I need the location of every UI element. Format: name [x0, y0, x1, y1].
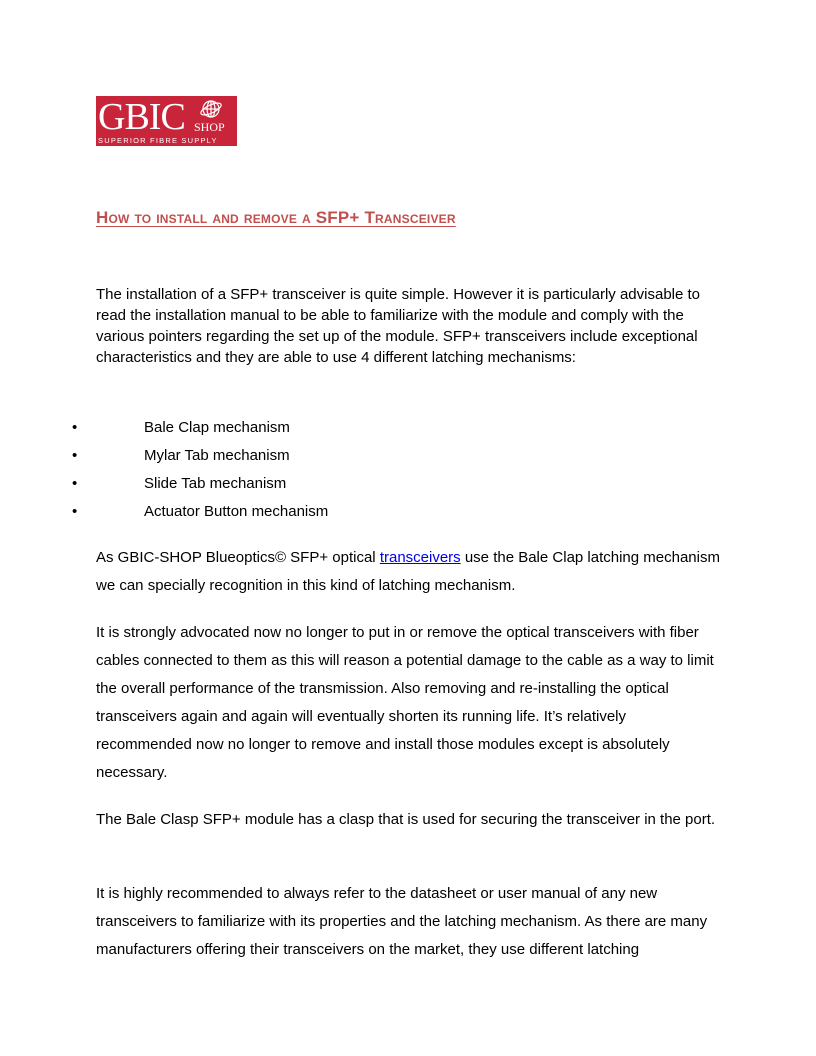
logo-tagline: SUPERIOR FIBRE SUPPLY [98, 136, 218, 145]
paragraph-text: use the Bale Clap latching mechanism we can specially recognition in this kind of latching mechanism. [96, 549, 720, 594]
list-item-text: Actuator Button mechanism [144, 503, 329, 520]
bullet-icon: • [72, 475, 78, 492]
bale-clasp-paragraph: The Bale Clasp SFP+ module has a clasp that is used for securing the transceiver in the port. [96, 811, 716, 828]
gbic-shop-logo [96, 96, 237, 146]
blueoptics-paragraph [96, 544, 726, 600]
page-title: How to install and remove a SFP+ Transceiver [96, 208, 456, 227]
list-item-text: Slide Tab mechanism [144, 475, 287, 492]
advice-paragraph: It is strongly advocated now no longer to put in or remove the optical transceivers with fiber cables connected to them as this will reason a potential damage to the cable as a way to limit the overall performance of the transmission. Also removing and re-installing the optical transceivers again and again will eventually shorten its running life. It’s relatively recommended now no longer to remove and install those modules except is absolutely necessary. [96, 624, 714, 781]
bullet-icon: • [72, 503, 78, 520]
datasheet-paragraph: It is highly recommended to always refer to the datasheet or user manual of any new transceivers to familiarize with its properties and the latching mechanism. As there are many manufacturers offering their transceivers on the market, they use different latching [96, 885, 708, 958]
transceivers-link[interactable]: transceivers [379, 549, 461, 566]
list-item-text: Mylar Tab mechanism [144, 447, 290, 464]
bullet-icon: • [72, 419, 78, 436]
paragraph-text: As GBIC-SHOP Blueoptics© SFP+ optical [96, 549, 380, 566]
bullet-icon: • [72, 447, 78, 464]
logo-sub: SHOP [194, 120, 225, 134]
globe-icon [200, 98, 222, 120]
intro-paragraph: The installation of a SFP+ transceiver is quite simple. However it is particularly advisable to read the installation manual to be able to familiarize with the module and comply with the various pointers regarding the set up of the module. SFP+ transceivers include exceptional characteristics and they are able to use 4 different latching mechanisms: [96, 286, 701, 366]
logo-main: GBIC [98, 96, 185, 138]
list-item-text: Bale Clap mechanism [144, 419, 290, 436]
